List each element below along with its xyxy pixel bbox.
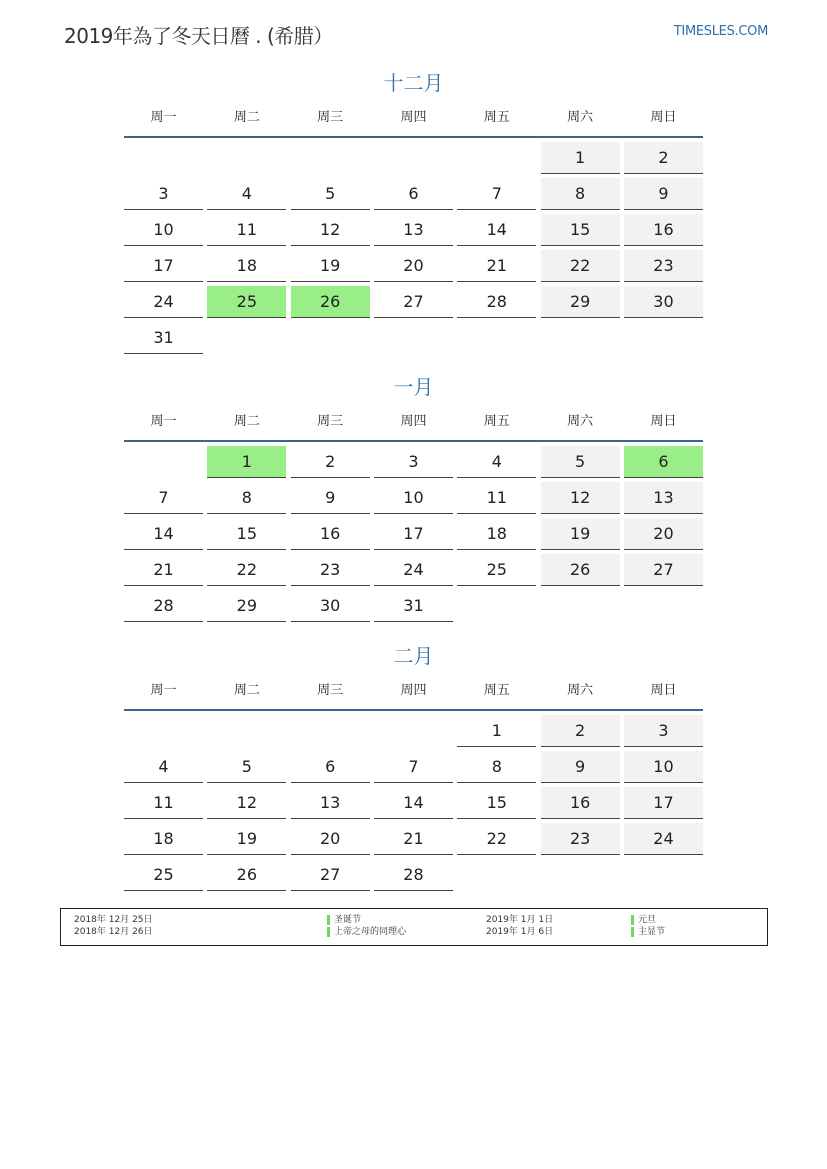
day-cell: 19 [207, 823, 286, 855]
day-cell: 5 [207, 751, 286, 783]
site-link[interactable]: TIMESLES.COM [673, 24, 768, 39]
day-cell: 13 [624, 482, 703, 514]
weekday-label: 周日 [650, 110, 677, 125]
day-cell: 22 [207, 554, 286, 586]
day-cell: 27 [374, 286, 453, 318]
day-cell: 4 [124, 751, 203, 783]
weekday-label: 周四 [400, 414, 427, 429]
header-divider [124, 709, 703, 711]
day-cell: 31 [124, 322, 203, 354]
month-title: 十二月 [383, 71, 444, 95]
weekday-header [124, 106, 703, 130]
day-cell: 1 [207, 446, 286, 478]
day-cell: 1 [541, 142, 620, 174]
legend-date: 2018年 12月 25日 [74, 915, 153, 925]
day-cell: 26 [207, 859, 286, 891]
day-cell: 8 [207, 482, 286, 514]
day-cell: 9 [624, 178, 703, 210]
day-cell: 13 [291, 787, 370, 819]
day-cell: 25 [457, 554, 536, 586]
holiday-legend [60, 908, 768, 946]
day-cell: 10 [374, 482, 453, 514]
day-cell: 23 [624, 250, 703, 282]
day-cell: 28 [457, 286, 536, 318]
day-cell: 21 [457, 250, 536, 282]
day-cell: 28 [374, 859, 453, 891]
weekday-label: 周一 [150, 683, 177, 698]
day-cell: 6 [624, 446, 703, 478]
day-cell: 22 [457, 823, 536, 855]
day-cell: 16 [291, 518, 370, 550]
day-cell: 5 [291, 178, 370, 210]
day-cell: 1 [457, 715, 536, 747]
month-february [124, 643, 703, 891]
weekday-label: 周五 [483, 683, 510, 698]
month-december [124, 70, 703, 354]
day-cell: 18 [207, 250, 286, 282]
weekday-label: 周三 [317, 110, 344, 125]
page-title: 2019年為了冬天日曆 . (希腊） [64, 24, 333, 48]
day-cell: 11 [457, 482, 536, 514]
day-cell: 10 [124, 214, 203, 246]
day-cell: 25 [124, 859, 203, 891]
day-cell: 14 [124, 518, 203, 550]
header-divider [124, 440, 703, 442]
weekday-label: 周日 [650, 414, 677, 429]
header-divider [124, 136, 703, 138]
weekday-label: 周三 [317, 414, 344, 429]
day-cell: 27 [291, 859, 370, 891]
day-cell: 5 [541, 446, 620, 478]
day-cell: 20 [374, 250, 453, 282]
day-cell: 7 [374, 751, 453, 783]
legend-date: 2019年 1月 1日 [486, 915, 554, 925]
day-cell: 12 [207, 787, 286, 819]
day-cell: 21 [374, 823, 453, 855]
month-january [124, 374, 703, 622]
day-cell: 28 [124, 590, 203, 622]
day-cell: 13 [374, 214, 453, 246]
day-cell: 20 [624, 518, 703, 550]
day-cell: 18 [124, 823, 203, 855]
day-cell: 29 [541, 286, 620, 318]
weekday-label: 周一 [150, 110, 177, 125]
day-cell: 15 [457, 787, 536, 819]
day-cell: 30 [624, 286, 703, 318]
day-cell: 2 [291, 446, 370, 478]
weekday-label: 周四 [400, 683, 427, 698]
weekday-header [124, 410, 703, 434]
day-cell: 29 [207, 590, 286, 622]
day-cell: 17 [124, 250, 203, 282]
day-cell: 18 [457, 518, 536, 550]
day-cell: 23 [291, 554, 370, 586]
legend-holiday: 元旦 [631, 914, 656, 926]
day-cell: 14 [457, 214, 536, 246]
legend-date: 2019年 1月 6日 [486, 927, 554, 937]
day-cell: 12 [541, 482, 620, 514]
weekday-label: 周六 [567, 414, 594, 429]
day-cell: 2 [624, 142, 703, 174]
day-cell: 8 [541, 178, 620, 210]
day-cell: 12 [291, 214, 370, 246]
month-title: 一月 [393, 375, 434, 399]
weekday-label: 周六 [567, 683, 594, 698]
day-cell: 7 [457, 178, 536, 210]
weekday-label: 周二 [233, 110, 260, 125]
day-cell: 8 [457, 751, 536, 783]
day-cell: 4 [457, 446, 536, 478]
day-cell: 19 [541, 518, 620, 550]
day-cell: 11 [207, 214, 286, 246]
day-cell: 4 [207, 178, 286, 210]
day-cell: 17 [624, 787, 703, 819]
weekday-label: 周六 [567, 110, 594, 125]
day-cell: 27 [624, 554, 703, 586]
legend-holiday: 圣诞节 [327, 914, 361, 926]
weekday-label: 周四 [400, 110, 427, 125]
day-cell: 23 [541, 823, 620, 855]
day-cell: 6 [374, 178, 453, 210]
weekday-label: 周二 [233, 414, 260, 429]
day-cell: 22 [541, 250, 620, 282]
day-cell: 3 [374, 446, 453, 478]
legend-holiday: 上帝之母的同理心 [327, 926, 406, 938]
day-cell: 15 [207, 518, 286, 550]
day-cell: 2 [541, 715, 620, 747]
weekday-label: 周三 [317, 683, 344, 698]
day-grid [124, 446, 703, 622]
day-cell: 3 [624, 715, 703, 747]
day-cell: 10 [624, 751, 703, 783]
day-cell: 25 [207, 286, 286, 318]
day-cell: 26 [541, 554, 620, 586]
legend-holiday: 主显节 [631, 926, 665, 938]
day-cell: 15 [541, 214, 620, 246]
day-cell: 17 [374, 518, 453, 550]
weekday-label: 周五 [483, 110, 510, 125]
day-cell: 30 [291, 590, 370, 622]
weekday-label: 周日 [650, 683, 677, 698]
legend-date: 2018年 12月 26日 [74, 927, 153, 937]
page-header [64, 20, 768, 46]
day-cell: 24 [374, 554, 453, 586]
day-cell: 14 [374, 787, 453, 819]
month-title: 二月 [393, 644, 434, 668]
day-cell: 24 [624, 823, 703, 855]
weekday-label: 周二 [233, 683, 260, 698]
day-cell: 16 [624, 214, 703, 246]
day-cell: 26 [291, 286, 370, 318]
day-grid [124, 142, 703, 354]
day-cell: 6 [291, 751, 370, 783]
day-cell: 24 [124, 286, 203, 318]
day-grid [124, 715, 703, 891]
day-cell: 7 [124, 482, 203, 514]
day-cell: 9 [541, 751, 620, 783]
day-cell: 3 [124, 178, 203, 210]
day-cell: 11 [124, 787, 203, 819]
day-cell: 19 [291, 250, 370, 282]
weekday-header [124, 679, 703, 703]
day-cell: 16 [541, 787, 620, 819]
day-cell: 21 [124, 554, 203, 586]
weekday-label: 周五 [483, 414, 510, 429]
day-cell: 9 [291, 482, 370, 514]
day-cell: 31 [374, 590, 453, 622]
weekday-label: 周一 [150, 414, 177, 429]
day-cell: 20 [291, 823, 370, 855]
